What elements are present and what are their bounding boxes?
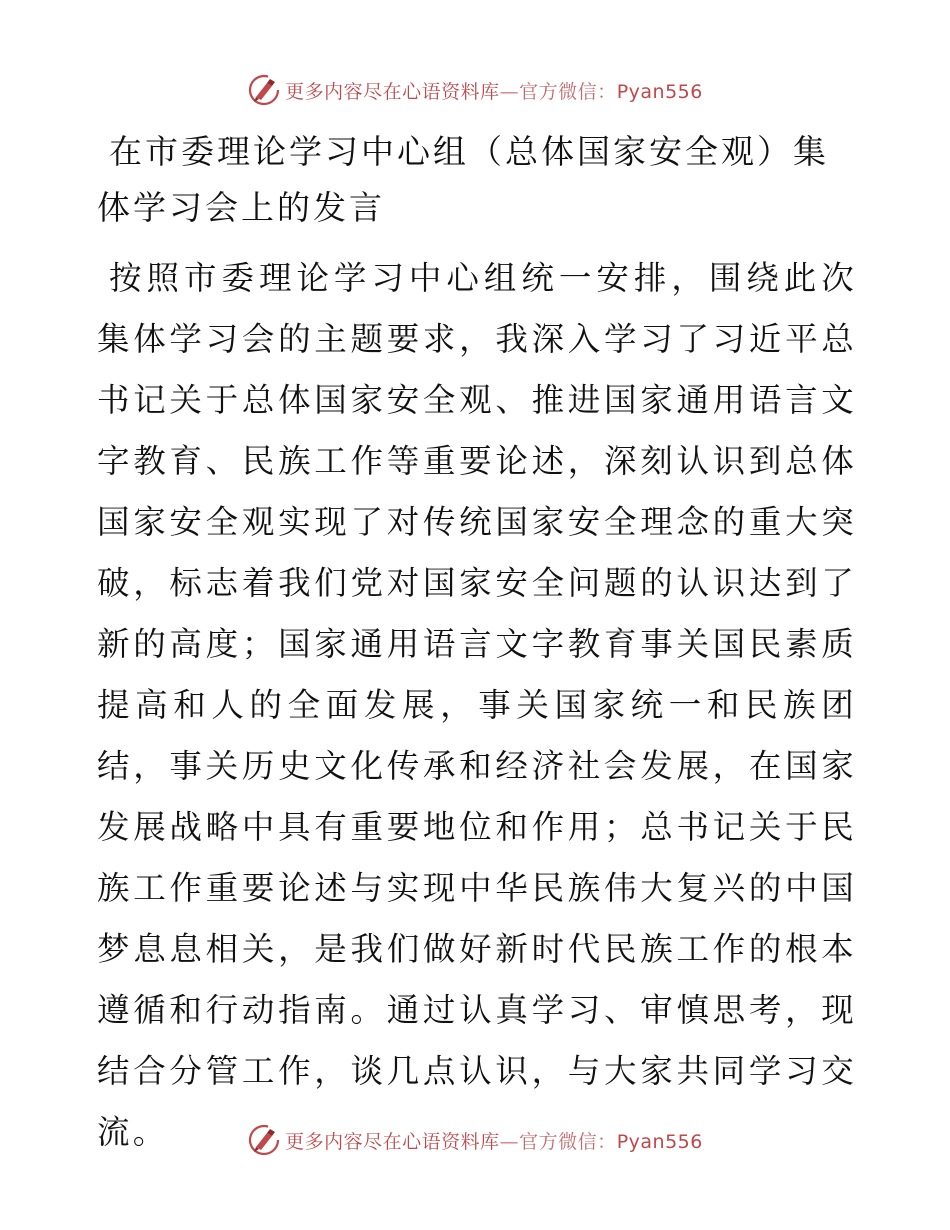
document-paragraph: 按照市委理论学习中心组统一安排，围绕此次集体学习会的主题要求，我深入学习了习近平总书记关于总体国家安全观、推进国家通用语言文字教育、民族工作等重要论述，深刻认识到总体国家安全观实现了对传统国家安全理念的重大突破，标志着我们党对国家安全问题的认识达到了新的高度；国家通用语言文字教育事关国民素质提高和人的全面发展，事关国家统一和民族团结，事关历史文化传承和经济社会发展，在国家发展战略中具有重要地位和作用；总书记关于民族工作重要论述与实现中华民族伟大复兴的中国梦息息相关，是我们做好新时代民族工作的根本遵循和行动指南。通过认真学习、审慎思考，现结合分管工作，谈几点认识，与大家共同学习交流。 [97,259,857,1151]
watermark-dash: — [499,1130,520,1153]
watermark-text [285,1127,703,1154]
watermark-main: 更多内容尽在心语资料库 [285,1130,500,1153]
watermark-text [285,77,703,104]
watermark-id: Pyan556 [616,80,703,103]
pen-nib-logo-icon [247,73,281,107]
header-watermark [0,70,950,110]
footer-watermark [0,1120,950,1160]
watermark-label: 官方微信： [519,1130,617,1153]
watermark-label: 官方微信： [519,80,617,103]
watermark-main: 更多内容尽在心语资料库 [285,80,500,103]
pen-nib-logo-icon [247,1123,281,1157]
watermark-id: Pyan556 [616,1130,703,1153]
watermark-dash: — [499,80,520,103]
document-title: 在市委理论学习中心组（总体国家安全观）集体学习会上的发言 [97,132,829,227]
